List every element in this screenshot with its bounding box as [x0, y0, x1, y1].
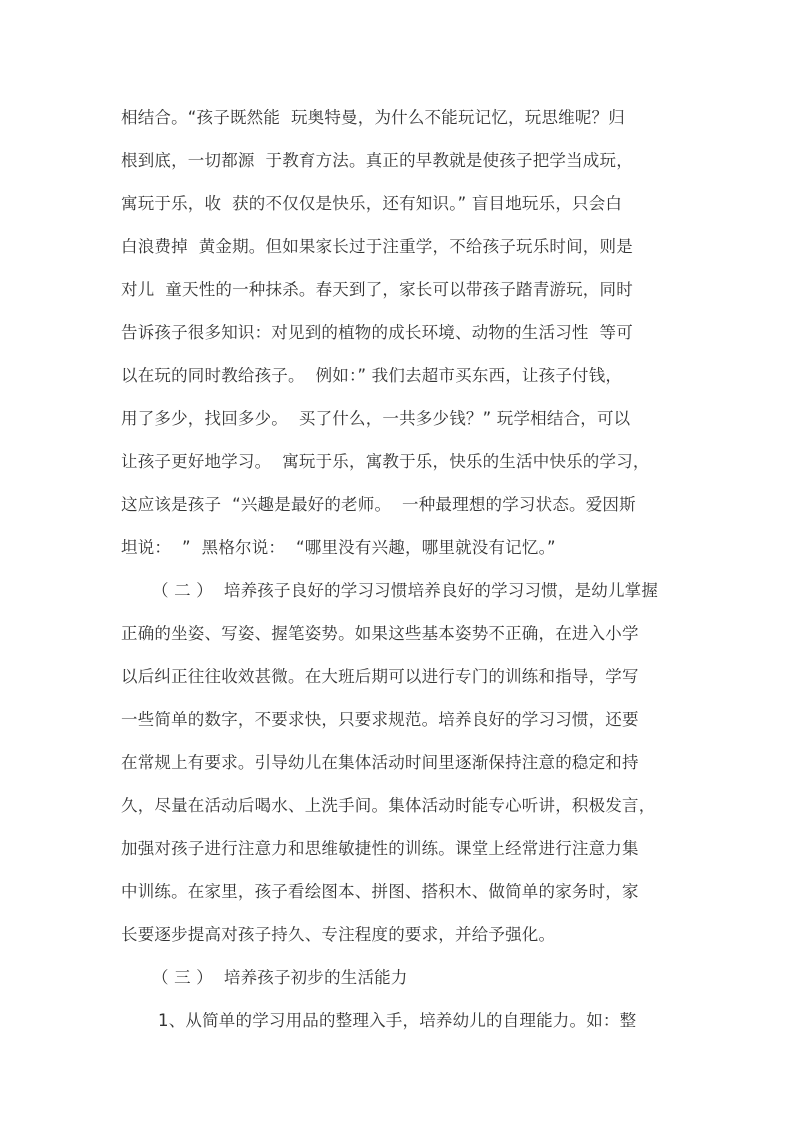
- paragraph-line-8: 用了多少，找回多少。 买了什么，一共多少钱？” 玩学相结合，可以: [121, 409, 631, 428]
- paragraph-line-14: 以后纠正往往收效甚微。在大班后期可以进行专门的训练和指导，学写: [121, 667, 639, 686]
- paragraph-line-2: 根到底，一切都源 于教育方法。真正的早教就是使孩子把学当成玩，: [121, 151, 633, 170]
- paragraph-line-9: 让孩子更好地学习。 寓玩于乐，寓教于乐，快乐的生活中快乐的学习，: [121, 452, 650, 471]
- paragraph-line-20: 长要逐步提高对孩子持久、专注程度的要求，并给予强化。: [121, 925, 556, 944]
- paragraph-line-19: 中训练。在家里，孩子看绘图本、拼图、搭积木、做简单的家务时，家: [121, 882, 639, 901]
- paragraph-line-13: 正确的坐姿、写姿、握笔姿势。如果这些基本姿势不正确，在进入小学: [121, 624, 639, 643]
- paragraph-line-1: 相结合。“孩子既然能 玩奥特曼，为什么不能玩记忆，玩思维呢？归: [121, 108, 625, 127]
- section-heading-three: （ 三 ） 培养孩子初步的生活能力: [152, 968, 408, 987]
- paragraph-line-11: 坦说： ” 黑格尔说： “哪里没有兴趣，哪里就没有记忆。”: [121, 538, 556, 557]
- paragraph-line-5: 对儿 童天性的一种抹杀。春天到了，家长可以带孩子踏青游玩，同时: [121, 280, 633, 299]
- paragraph-line-18: 加强对孩子进行注意力和思维敏捷性的训练。课堂上经常进行注意力集: [121, 839, 639, 858]
- paragraph-line-16: 在常规上有要求。引导幼儿在集体活动时间里逐渐保持注意的稳定和持: [121, 753, 639, 772]
- section-heading-two: （ 二 ） 培养孩子良好的学习习惯培养良好的学习习惯，是幼儿掌握: [152, 581, 659, 600]
- paragraph-line-4: 白浪费掉 黄金期。但如果家长过于注重学，不给孩子玩乐时间，则是: [121, 237, 633, 256]
- paragraph-line-10: 这应该是孩子 “兴趣是最好的老师。 一种最理想的学习状态。爱因斯: [121, 495, 636, 514]
- paragraph-line-6: 告诉孩子很多知识：对见到的植物的成长环境、动物的生活习性 等可: [121, 323, 633, 342]
- paragraph-line-3: 寓玩于乐，收 获的不仅仅是快乐，还有知识。” 盲目地玩乐，只会白: [121, 194, 623, 213]
- paragraph-line-15: 一些简单的数字，不要求快，只要求规范。培养良好的学习习惯，还要: [121, 710, 639, 729]
- numbered-item-1: 1、从简单的学习用品的整理入手，培养幼儿的自理能力。如：整: [158, 1011, 637, 1030]
- paragraph-line-7: 以在玩的同时教给孩子。 例如：” 我们去超市买东西，让孩子付钱，: [121, 366, 623, 385]
- paragraph-line-17: 久，尽量在活动后喝水、上洗手间。集体活动时能专心听讲，积极发言，: [121, 796, 656, 815]
